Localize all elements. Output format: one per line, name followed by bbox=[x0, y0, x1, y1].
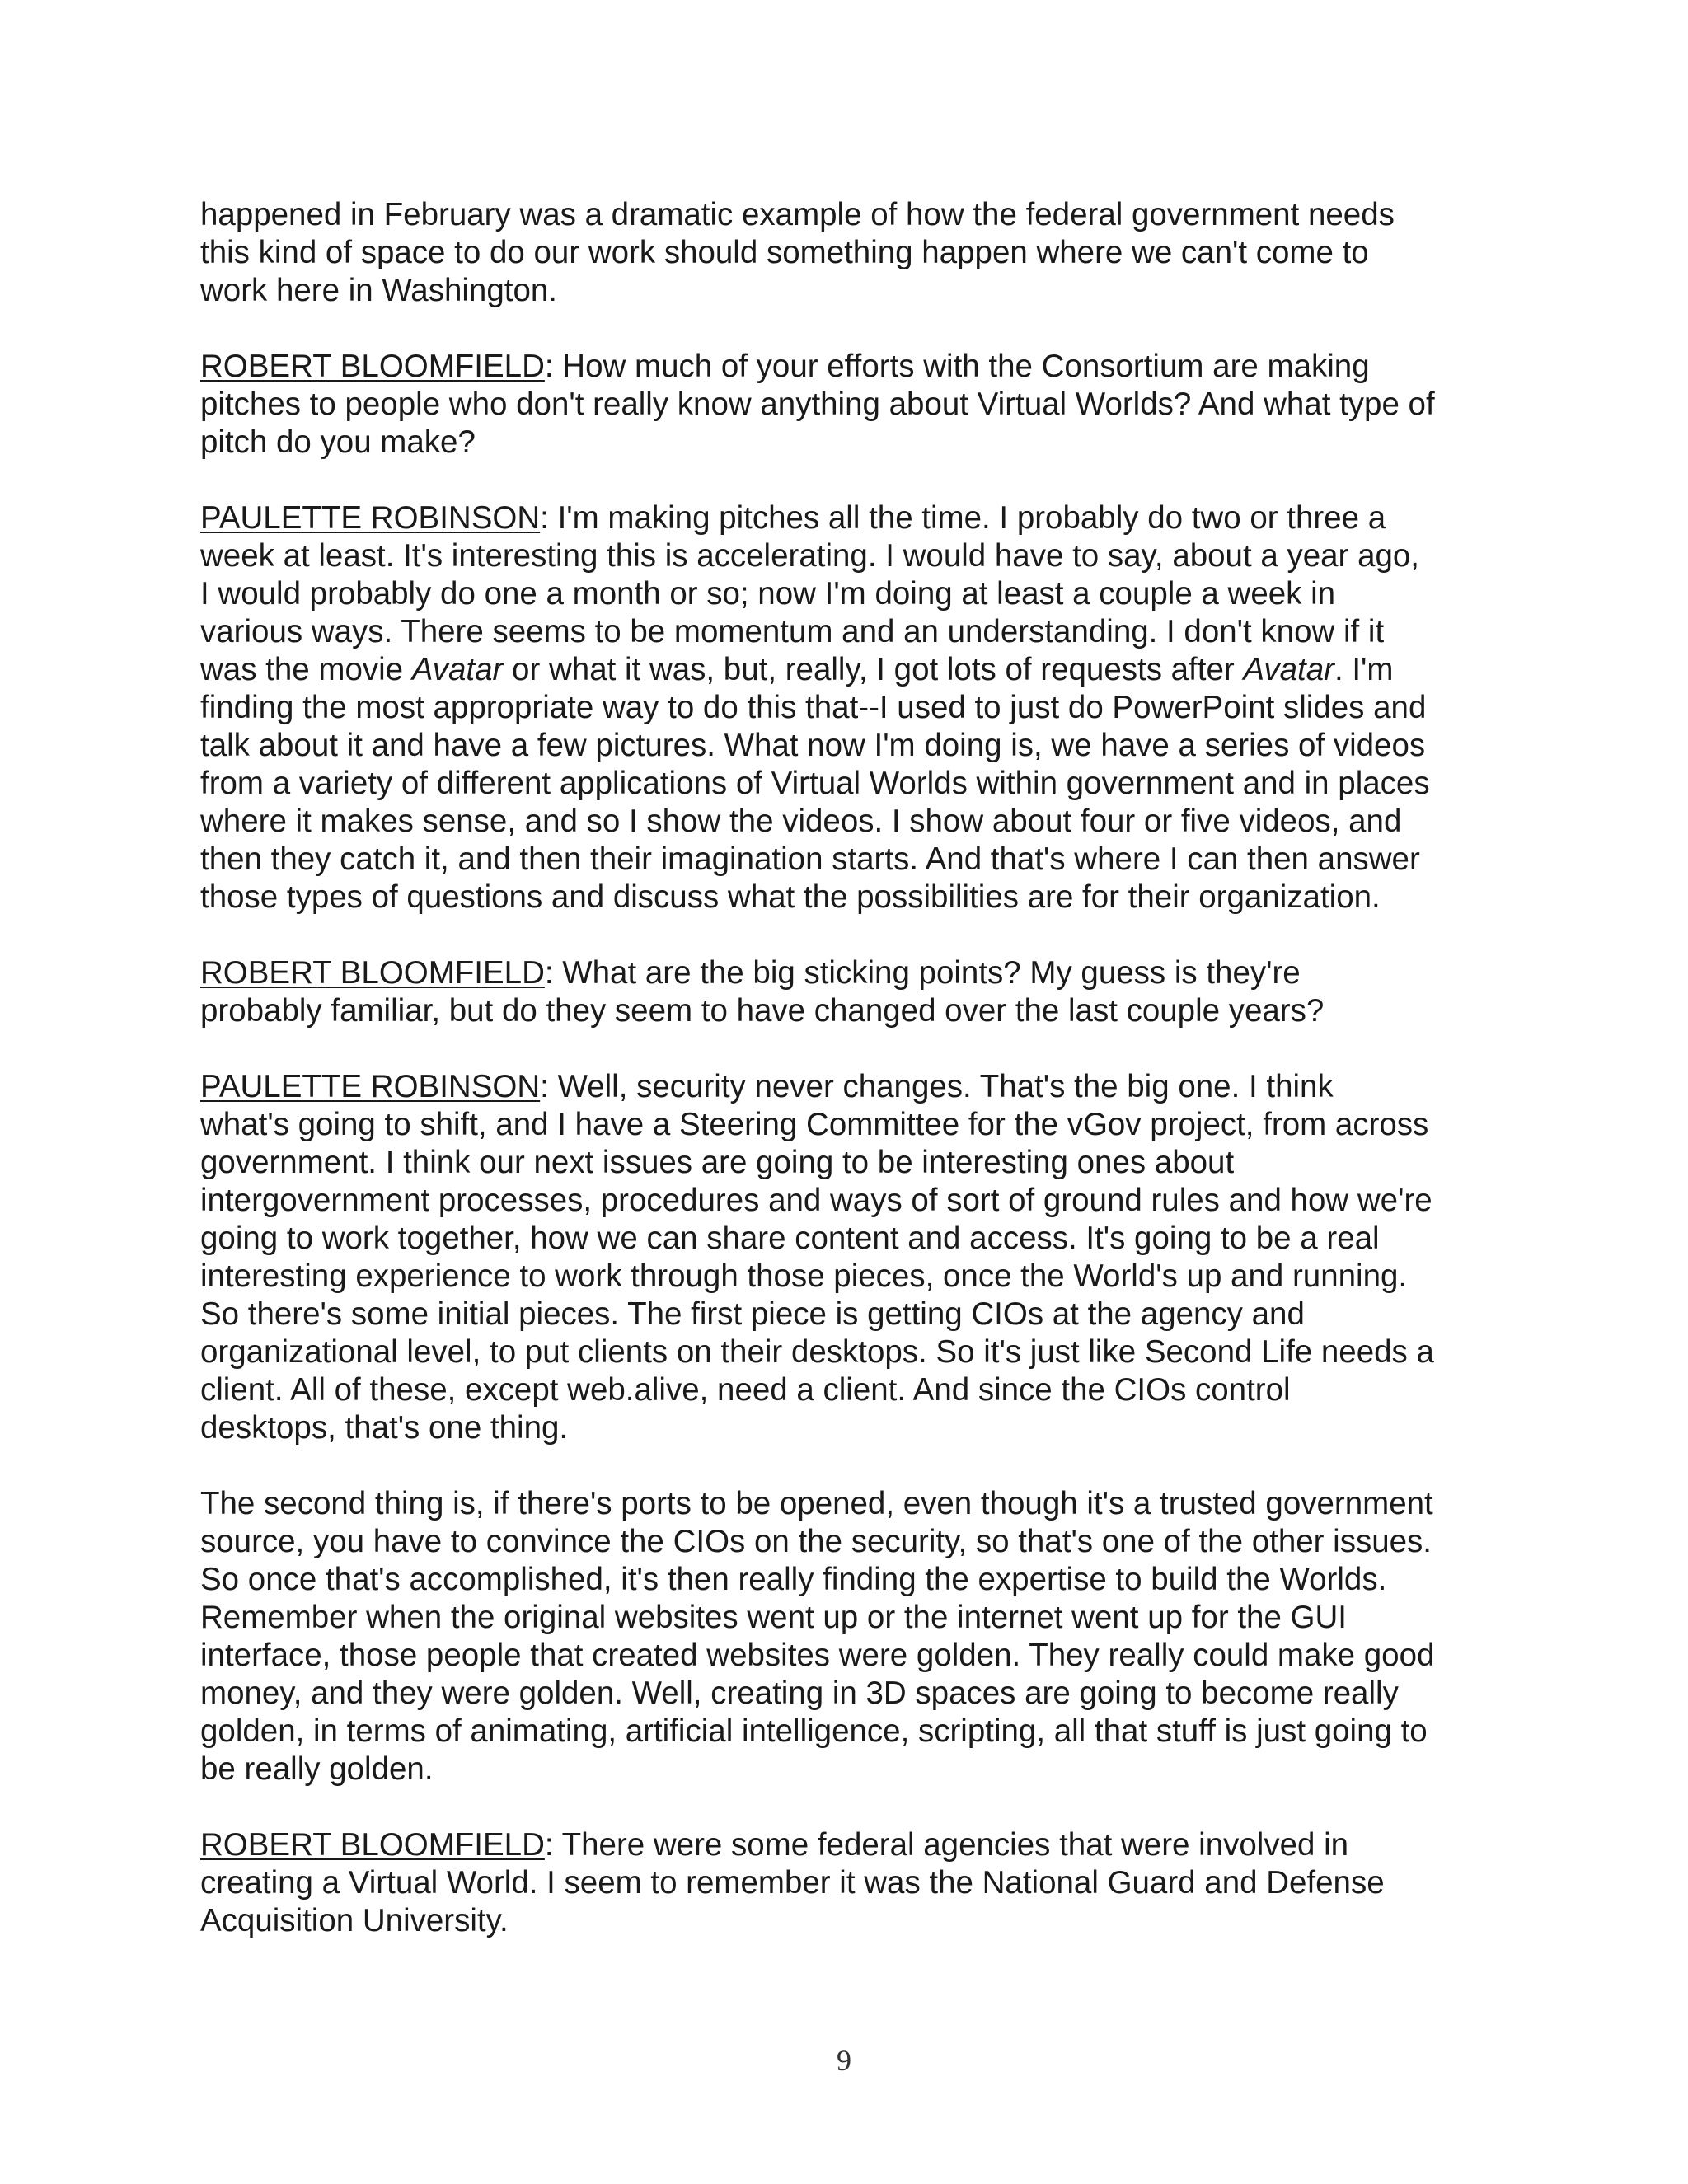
transcript-body bbox=[200, 196, 1503, 1940]
speaker-name: ROBERT BLOOMFIELD bbox=[200, 955, 545, 991]
text-segment: or what it was, but, really, I got lots of requests after bbox=[503, 652, 1244, 687]
text-segment: creating a Virtual World. I seem to remember it was the National Guard and Defense bbox=[200, 1865, 1385, 1900]
transcript-paragraph bbox=[200, 499, 1503, 916]
speaker-name: ROBERT BLOOMFIELD bbox=[200, 349, 545, 384]
speaker-name: PAULETTE ROBINSON bbox=[200, 500, 541, 536]
text-line bbox=[200, 1258, 1503, 1296]
text-line bbox=[200, 1106, 1503, 1144]
text-line bbox=[200, 537, 1503, 575]
text-segment: work here in Washington. bbox=[200, 273, 557, 308]
text-segment: be really golden. bbox=[200, 1751, 434, 1787]
text-segment: government. I think our next issues are going to be interesting ones about bbox=[200, 1145, 1235, 1180]
text-segment: what's going to shift, and I have a Steering Committee for the vGov project, from across bbox=[200, 1107, 1429, 1142]
text-line bbox=[200, 613, 1503, 651]
text-line bbox=[200, 1485, 1503, 1523]
text-segment: source, you have to convince the CIOs on the security, so that's one of the other issues. bbox=[200, 1524, 1432, 1559]
transcript-paragraph bbox=[200, 1068, 1503, 1447]
text-segment: money, and they were golden. Well, creating in 3D spaces are going to become really bbox=[200, 1675, 1399, 1711]
transcript-paragraph bbox=[200, 1485, 1503, 1788]
text-segment: desktops, that's one thing. bbox=[200, 1410, 569, 1446]
text-segment: various ways. There seems to be momentum and an understanding. I don't know if it bbox=[200, 614, 1385, 649]
text-line bbox=[200, 348, 1503, 386]
text-line bbox=[200, 1068, 1503, 1106]
text-segment: client. All of these, except web.alive, need a client. And since the CIOs control bbox=[200, 1372, 1291, 1408]
text-segment: week at least. It's interesting this is accelerating. I would have to say, about a year ago, bbox=[200, 538, 1419, 574]
text-line bbox=[200, 1333, 1503, 1371]
text-segment: pitches to people who don't really know anything about Virtual Worlds? And what type of bbox=[200, 387, 1435, 422]
text-line bbox=[200, 1561, 1503, 1599]
text-line bbox=[200, 272, 1503, 310]
text-line bbox=[200, 651, 1503, 689]
text-segment: where it makes sense, and so I show the videos. I show about four or five videos, and bbox=[200, 804, 1402, 839]
text-line bbox=[200, 954, 1503, 992]
text-line bbox=[200, 1675, 1503, 1713]
text-line bbox=[200, 765, 1503, 803]
text-line bbox=[200, 1523, 1503, 1561]
text-line bbox=[200, 1409, 1503, 1447]
text-segment: finding the most appropriate way to do this that--I used to just do PowerPoint slides and bbox=[200, 690, 1427, 725]
text-segment: So once that's accomplished, it's then really finding the expertise to build the Worlds. bbox=[200, 1562, 1387, 1597]
text-segment: happened in February was a dramatic example of how the federal government needs bbox=[200, 197, 1395, 232]
text-segment: interesting experience to work through those pieces, once the World's up and running. bbox=[200, 1258, 1408, 1294]
text-segment: this kind of space to do our work should something happen where we can't come to bbox=[200, 235, 1369, 270]
text-line bbox=[200, 196, 1503, 234]
page-number: 9 bbox=[837, 2044, 851, 2077]
text-line bbox=[200, 1371, 1503, 1409]
text-line bbox=[200, 1826, 1503, 1864]
speaker-name: ROBERT BLOOMFIELD bbox=[200, 1827, 545, 1863]
transcript-paragraph bbox=[200, 954, 1503, 1030]
text-segment: interface, those people that created websites were golden. They really could make good bbox=[200, 1638, 1435, 1673]
text-line bbox=[200, 727, 1503, 765]
transcript-paragraph bbox=[200, 196, 1503, 310]
text-line bbox=[200, 424, 1503, 462]
text-line bbox=[200, 1864, 1503, 1902]
text-segment: The second thing is, if there's ports to be opened, even though it's a trusted government bbox=[200, 1486, 1433, 1521]
speaker-name: PAULETTE ROBINSON bbox=[200, 1069, 541, 1104]
text-segment: from a variety of different applications of Virtual Worlds within government and in places bbox=[200, 766, 1430, 801]
text-line bbox=[200, 803, 1503, 841]
text-segment: pitch do you make? bbox=[200, 424, 476, 460]
text-segment: : What are the big sticking points? My guess is they're bbox=[544, 955, 1301, 991]
text-segment: : Well, security never changes. That's the big one. I think bbox=[540, 1069, 1334, 1104]
text-segment: Remember when the original websites went up or the internet went up for the GUI bbox=[200, 1600, 1348, 1635]
text-line bbox=[200, 1637, 1503, 1675]
text-segment: probably familiar, but do they seem to have changed over the last couple years? bbox=[200, 993, 1325, 1029]
text-segment: : How much of your efforts with the Consortium are making bbox=[544, 349, 1370, 384]
text-segment: organizational level, to put clients on their desktops. So it's just like Second Life needs a bbox=[200, 1334, 1434, 1370]
text-segment: talk about it and have a few pictures. What now I'm doing is, we have a series of videos bbox=[200, 728, 1426, 763]
text-segment: those types of questions and discuss what the possibilities are for their organization. bbox=[200, 879, 1381, 915]
text-segment: then they catch it, and then their imagination starts. And that's where I can then answer bbox=[200, 841, 1420, 877]
italic-title: Avatar bbox=[1243, 652, 1334, 687]
text-segment: I would probably do one a month or so; now I'm doing at least a couple a week in bbox=[200, 576, 1336, 612]
text-line bbox=[200, 1902, 1503, 1940]
text-segment: was the movie bbox=[200, 652, 412, 687]
text-line bbox=[200, 234, 1503, 272]
text-line bbox=[200, 575, 1503, 613]
text-line bbox=[200, 879, 1503, 916]
text-line bbox=[200, 386, 1503, 424]
text-line bbox=[200, 499, 1503, 537]
text-line bbox=[200, 1144, 1503, 1182]
text-segment: : I'm making pitches all the time. I probably do two or three a bbox=[540, 500, 1386, 536]
text-line bbox=[200, 1599, 1503, 1637]
text-line bbox=[200, 1296, 1503, 1333]
text-line bbox=[200, 1750, 1503, 1788]
text-segment: golden, in terms of animating, artificial intelligence, scripting, all that stuff is just going to bbox=[200, 1713, 1428, 1749]
text-segment: . I'm bbox=[1334, 652, 1394, 687]
text-line bbox=[200, 1713, 1503, 1750]
transcript-paragraph bbox=[200, 1826, 1503, 1940]
text-line bbox=[200, 1182, 1503, 1220]
text-segment: intergovernment processes, procedures and ways of sort of ground rules and how we're bbox=[200, 1183, 1432, 1218]
text-line bbox=[200, 1220, 1503, 1258]
text-segment: going to work together, how we can share content and access. It's going to be a real bbox=[200, 1221, 1380, 1256]
text-segment: Acquisition University. bbox=[200, 1903, 509, 1938]
italic-title: Avatar bbox=[411, 652, 504, 687]
text-segment: So there's some initial pieces. The first piece is getting CIOs at the agency and bbox=[200, 1296, 1305, 1332]
text-segment: : There were some federal agencies that were involved in bbox=[544, 1827, 1349, 1863]
text-line bbox=[200, 689, 1503, 727]
text-line bbox=[200, 841, 1503, 879]
text-line bbox=[200, 992, 1503, 1030]
transcript-paragraph bbox=[200, 348, 1503, 462]
